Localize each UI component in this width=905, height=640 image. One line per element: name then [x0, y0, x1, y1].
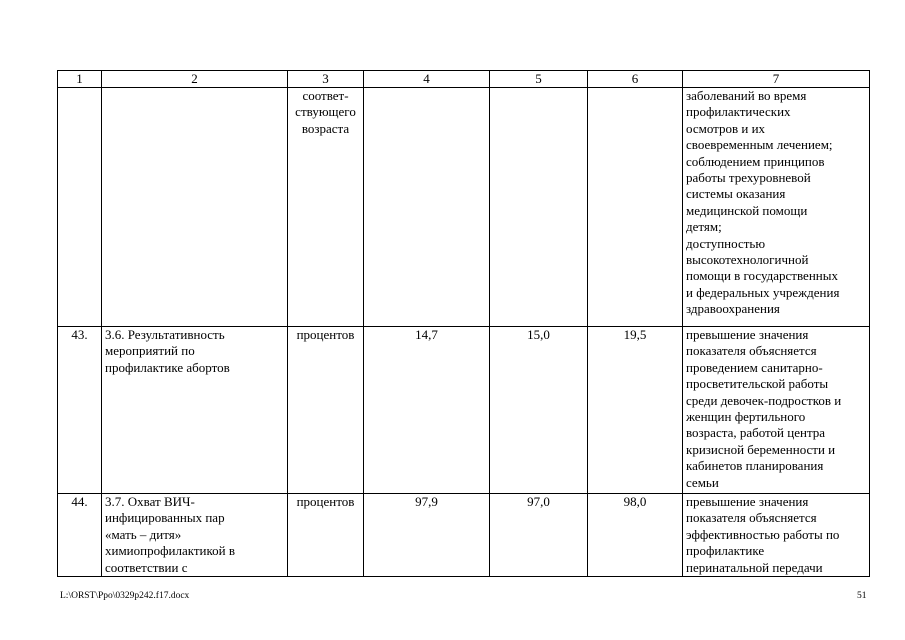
unit-line: ствующего — [295, 104, 356, 120]
explanation-line: превышение значения — [686, 327, 809, 342]
unit-cell — [288, 494, 364, 577]
indicator-line: профилактике абортов — [105, 359, 230, 375]
table-row — [58, 494, 870, 577]
indicator-line: инфицированных пар — [105, 510, 225, 526]
explanation-line: показателя объясняется — [686, 510, 817, 526]
explanation-line: возраста, работой центра — [686, 425, 826, 441]
explanation-line: проведением санитарно- — [686, 359, 823, 375]
value-col-5: 97,0 — [490, 494, 588, 577]
explanation-line: здравоохранения — [686, 301, 780, 317]
explanation-line: семьи — [686, 474, 719, 490]
explanation-line: детям; — [686, 219, 722, 235]
explanation-line: перинатальной передачи — [686, 559, 823, 575]
indicator-line: мероприятий по — [105, 343, 195, 359]
explanation-line: профилактических — [686, 104, 791, 120]
report-table — [57, 70, 870, 577]
explanation-line: помощи в государственных — [686, 268, 838, 284]
header-col-3: 3 — [288, 71, 364, 88]
unit-cell — [288, 327, 364, 494]
row-number: 44. — [58, 494, 102, 577]
explanation-line: кабинетов планирования — [686, 458, 824, 474]
explanation-line: доступностью — [686, 235, 766, 251]
explanation-line: соблюдением принципов — [686, 153, 825, 169]
explanation-line: эффективностью работы по — [686, 526, 840, 542]
row-number: 43. — [58, 327, 102, 494]
row-number — [58, 88, 102, 327]
value-col-5: 15,0 — [490, 327, 588, 494]
unit-line: процентов — [296, 327, 355, 342]
indicator-line: химиопрофилактикой в — [105, 543, 236, 559]
header-col-7: 7 — [683, 71, 870, 88]
unit-line: процентов — [296, 494, 355, 509]
table-row — [58, 88, 870, 327]
value-col-4: 97,9 — [364, 494, 490, 577]
explanation-line: работы трехуровневой — [686, 170, 811, 186]
unit-line: возраста — [301, 120, 350, 136]
explanation-line: системы оказания — [686, 186, 786, 202]
unit-line: соответ- — [302, 88, 349, 103]
header-col-4: 4 — [364, 71, 490, 88]
explanation-line: превышение значения — [686, 494, 809, 509]
explanation-line: среди девочек-подростков и — [686, 392, 842, 408]
value-col-6 — [588, 88, 683, 327]
header-col-6: 6 — [588, 71, 683, 88]
footer-file-path: L:\ORST\Ppo\0329p242.f17.docx — [60, 591, 190, 601]
value-col-4: 14,7 — [364, 327, 490, 494]
explanation-line: женщин фертильного — [686, 409, 806, 425]
explanation-line: заболеваний во время — [686, 88, 807, 103]
indicator-name — [102, 88, 288, 327]
explanation-cell — [683, 494, 870, 577]
explanation-line: медицинской помощи — [686, 202, 808, 218]
table-row — [58, 327, 870, 494]
explanation-line: просветительской работы — [686, 376, 829, 392]
unit-cell — [288, 88, 364, 327]
indicator-line: 3.6. Результативность — [105, 327, 225, 342]
explanation-line: и федеральных учреждения — [686, 284, 840, 300]
explanation-line: показателя объясняется — [686, 343, 817, 359]
header-col-1: 1 — [58, 71, 102, 88]
value-col-6: 19,5 — [588, 327, 683, 494]
value-col-6: 98,0 — [588, 494, 683, 577]
indicator-name — [102, 494, 288, 577]
footer-page-number: 51 — [857, 591, 867, 601]
explanation-line: своевременным лечением; — [686, 137, 833, 153]
explanation-cell — [683, 327, 870, 494]
indicator-line: соответствии с — [105, 559, 188, 575]
header-col-2: 2 — [102, 71, 288, 88]
indicator-line: 3.7. Охват ВИЧ- — [105, 494, 195, 509]
explanation-line: высокотехнологичной — [686, 252, 809, 268]
explanation-line: осмотров и их — [686, 120, 766, 136]
indicator-name — [102, 327, 288, 494]
explanation-line: профилактике — [686, 543, 765, 559]
header-col-5: 5 — [490, 71, 588, 88]
value-col-5 — [490, 88, 588, 327]
header-row — [58, 71, 870, 88]
explanation-cell — [683, 88, 870, 327]
indicator-line: «мать – дитя» — [105, 526, 182, 542]
value-col-4 — [364, 88, 490, 327]
explanation-line: кризисной беременности и — [686, 441, 836, 457]
